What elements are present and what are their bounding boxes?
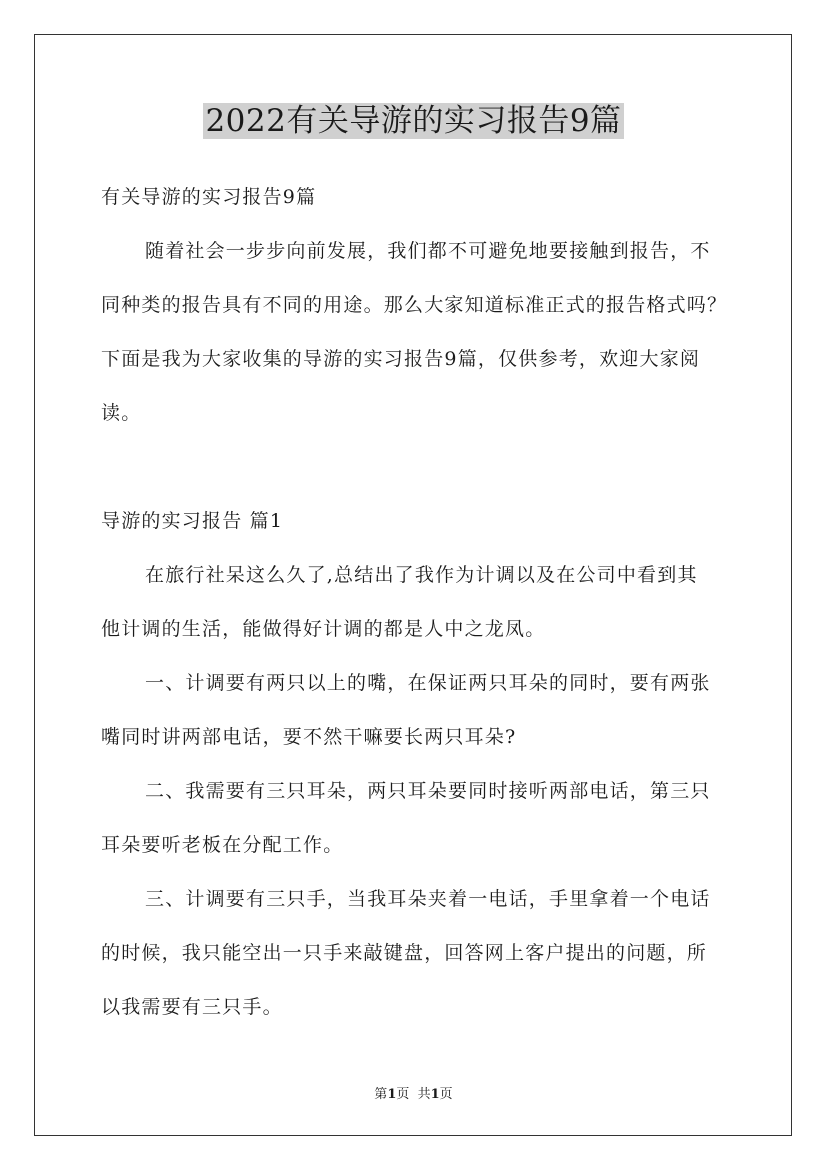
body-line-9: 以我需要有三只手。 [101,996,283,1018]
document-subtitle: 有关导游的实习报告9篇 [101,186,317,208]
footer-prefix: 第 [374,1087,388,1102]
intro-line-2: 同种类的报告具有不同的用途。那么大家知道标准正式的报告格式吗？ [101,294,728,316]
document-title [0,100,827,142]
body-line-3: 一、计调要有两只以上的嘴，在保证两只耳朵的同时，要有两张 [145,672,711,694]
section-heading: 导游的实习报告 篇1 [101,510,284,532]
body-line-6: 耳朵要听老板在分配工作。 [101,834,344,856]
body-line-4: 嘴同时讲两部电话，要不然干嘛要长两只耳朵? [101,726,517,748]
footer-page-current: 1 [387,1087,397,1102]
footer-suffix: 页 [439,1087,453,1102]
body-line-7: 三、计调要有三只手，当我耳朵夹着一电话，手里拿着一个电话 [145,888,711,910]
footer-page-total: 1 [430,1087,440,1102]
footer-mid: 页 共 [396,1087,431,1102]
body-line-1: 在旅行社呆这么久了,总结出了我作为计调以及在公司中看到其 [145,564,698,586]
intro-line-1: 随着社会一步步向前发展，我们都不可避免地要接触到报告，不 [145,240,711,262]
page-footer [0,1083,827,1102]
intro-line-4: 读。 [101,402,142,424]
document-title-text: 2022有关导游的实习报告9篇 [205,103,622,139]
body-line-2: 他计调的生活，能做得好计调的都是人中之龙凤。 [101,618,546,640]
body-line-5: 二、我需要有三只耳朵，两只耳朵要同时接听两部电话，第三只 [145,780,711,802]
intro-line-3: 下面是我为大家收集的导游的实习报告9篇，仅供参考，欢迎大家阅 [101,348,701,370]
body-line-8: 的时候，我只能空出一只手来敲键盘，回答网上客户提出的问题，所 [101,942,708,964]
